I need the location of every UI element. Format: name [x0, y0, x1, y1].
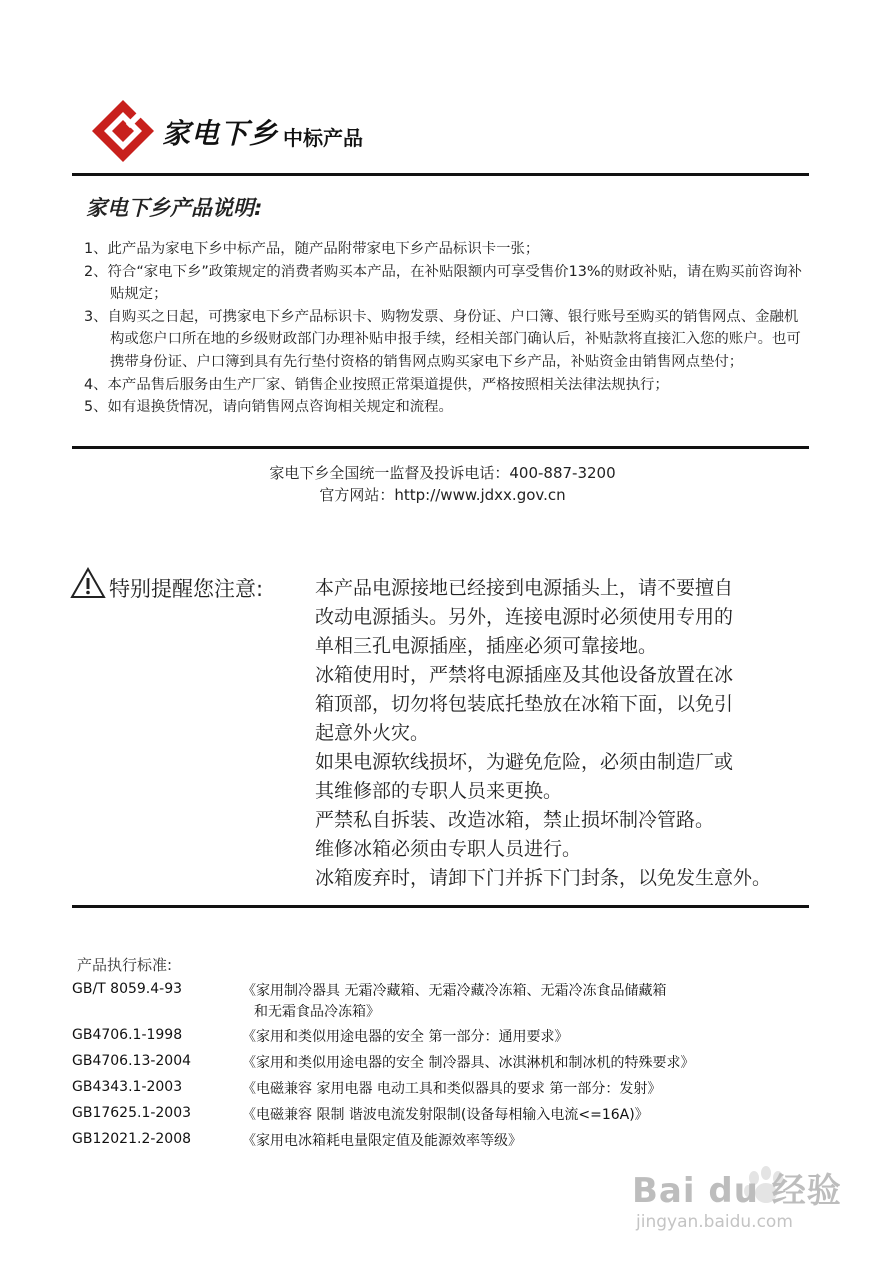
warning-line: 如果电源软线损坏，为避免危险，必须由制造厂或: [315, 751, 734, 773]
hotline-website: 官方网站：http://www.jdxx.gov.cn: [319, 486, 566, 504]
warning-line: 维修冰箱必须由专职人员进行。: [315, 838, 582, 860]
standard-desc: 《电磁兼容 家用电器 电动工具和类似器具的要求 第一部分：发射》: [242, 1081, 662, 1097]
standard-code: GB4706.13-2004: [72, 1053, 192, 1069]
note-item: 1、此产品为家电下乡中标产品，随产品附带家电下乡产品标识卡一张；: [84, 241, 540, 257]
divider-middle: [72, 446, 809, 449]
divider-bottom: [72, 905, 809, 908]
standard-desc: 《家用电冰箱耗电量限定值及能源效率等级》: [242, 1133, 522, 1149]
standard-desc-line: 和无霜食品冷冻箱》: [254, 1004, 380, 1020]
standard-desc: 《家用和类似用途电器的安全 第一部分：通用要求》: [242, 1029, 569, 1045]
warning-line: 冰箱废弃时，请卸下门并拆下门封条，以免发生意外。: [315, 867, 772, 889]
standard-row: [72, 1102, 872, 1128]
standard-row: [72, 1076, 872, 1102]
section-title: 家电下乡产品说明:: [86, 196, 263, 220]
warning-body: [315, 574, 875, 893]
watermark-url: jingyan.baidu.com: [636, 1212, 793, 1232]
standards-list: [72, 978, 872, 1154]
warning-title: 特别提醒您注意:: [109, 577, 264, 601]
standard-row: [72, 978, 872, 1024]
note-item: 5、如有退换货情况，请向销售网点咨询相关规定和流程。: [84, 399, 453, 416]
note-item: 3、自购买之日起，可携家电下乡产品标识卡、购物发票、身份证、户口簿、银行账号至购买的销售网点、金融机构或您户口所在地的乡级财政部门办理补贴申报手续，经相关部门确认后，补贴款将直接汇入您的账户。也可携带身份证、户口簿到具有先行垫付资格的销售网点购买家电下乡产品，补贴资金由销售网点垫付；: [84, 308, 801, 370]
standard-row: [72, 1128, 872, 1154]
standard-row: [72, 1024, 872, 1050]
standard-code: GB/T 8059.4-93: [72, 981, 183, 997]
warning-line: 单相三孔电源插座，插座必须可靠接地。: [315, 635, 658, 657]
standard-desc: [242, 981, 842, 1023]
note-item: 4、本产品售后服务由生产厂家、销售企业按照正常渠道提供，严格按照相关法律法规执行；: [84, 376, 669, 393]
warning-line: 冰箱使用时，严禁将电源插座及其他设备放置在冰: [315, 664, 734, 686]
note-item: 2、符合“家电下乡”政策规定的消费者购买本产品，在补贴限额内可享受售价13%的财政补贴，请在购买前咨询补贴规定；: [84, 263, 803, 303]
standard-desc: 《电磁兼容 限制 谐波电流发射限制(设备每相输入电流<=16A)》: [242, 1107, 649, 1123]
warning-line: 本产品电源接地已经接到电源插头上，请不要擅自: [315, 577, 734, 599]
notes-list: [84, 238, 804, 419]
standards-title: 产品执行标准:: [77, 956, 173, 974]
standard-row: [72, 1050, 872, 1076]
standard-desc-line: 《家用制冷器具 无霜冷藏箱、无霜冷藏冷冻箱、无霜冷冻食品储藏箱: [242, 983, 667, 999]
warning-line: 起意外火灾。: [315, 722, 430, 744]
warning-line: 改动电源插头。另外，连接电源时必须使用专用的: [315, 606, 734, 628]
warning-line: 箱顶部，切勿将包装底托垫放在冰箱下面，以免引: [315, 693, 734, 715]
standard-code: GB4343.1-2003: [72, 1079, 183, 1095]
divider-top: [72, 173, 809, 176]
warning-line: 严禁私自拆装、改造冰箱，禁止损坏制冷管路。: [315, 809, 715, 831]
hotline-phone: 家电下乡全国统一监督及投诉电话：400-887-3200: [269, 464, 616, 482]
logo-subtitle: 中标产品: [283, 126, 363, 150]
warning-icon: [70, 567, 106, 599]
standard-code: GB12021.2-2008: [72, 1131, 192, 1147]
warning-line: 其维修部的专职人员来更换。: [315, 780, 563, 802]
watermark-brand: Bai du 经验: [632, 1171, 842, 1211]
standard-code: GB17625.1-2003: [72, 1105, 192, 1121]
standard-desc: 《家用和类似用途电器的安全 制冷器具、冰淇淋机和制冰机的特殊要求》: [242, 1055, 695, 1071]
standard-code: GB4706.1-1998: [72, 1027, 183, 1043]
logo-title: 家电下乡: [162, 117, 279, 150]
jdxx-logo-mark: [92, 100, 154, 162]
